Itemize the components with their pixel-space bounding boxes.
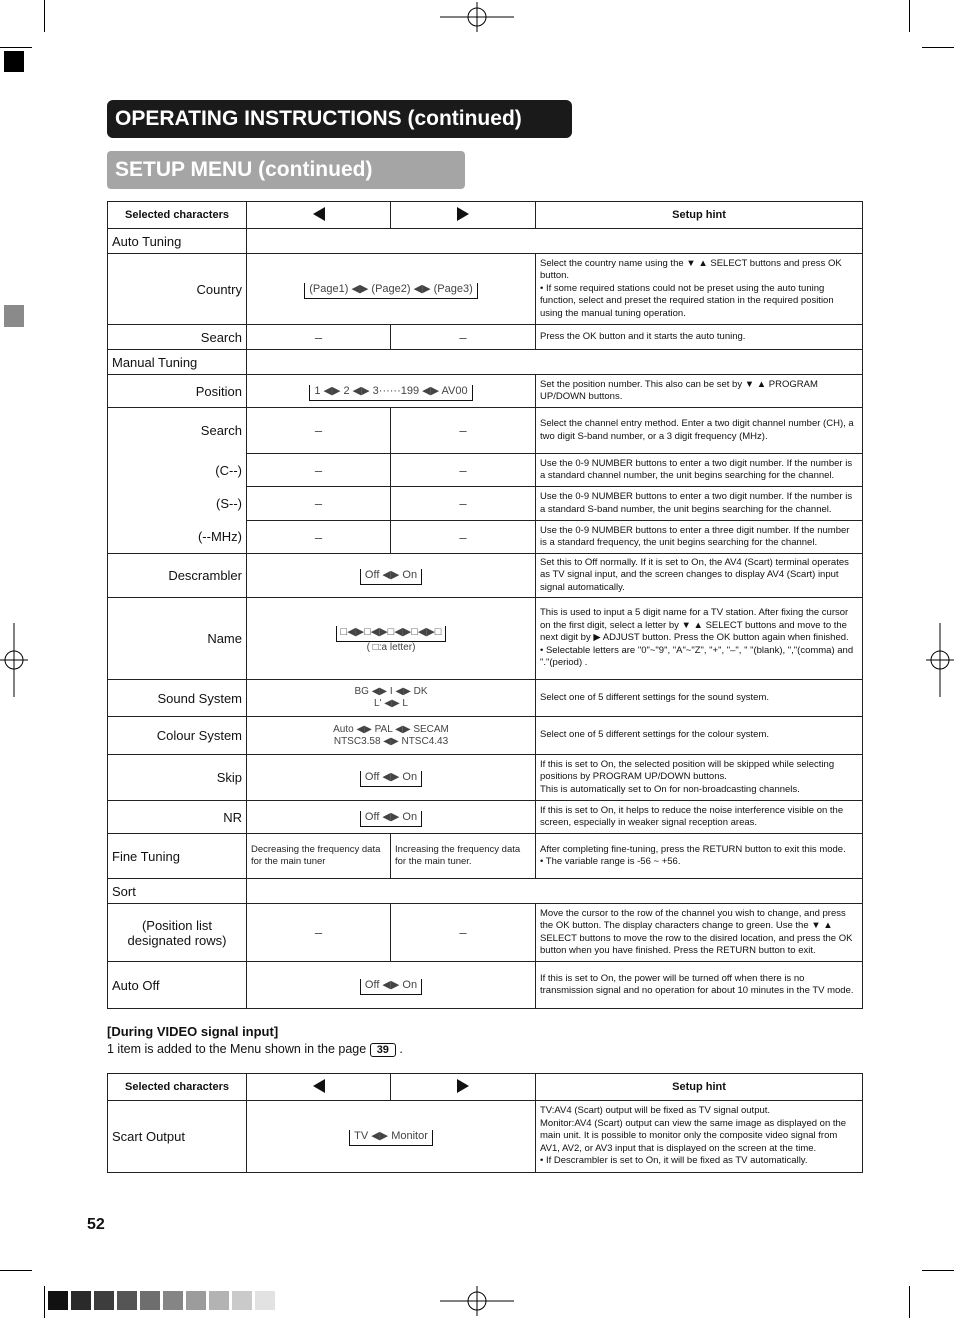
row-country-label: Country: [108, 254, 247, 325]
nr-options: Off ◀▶ On: [360, 811, 422, 827]
col-selected-2: Selected characters: [108, 1074, 247, 1101]
mhz-right: –: [391, 521, 536, 554]
row-fine-label: Fine Tuning: [108, 834, 247, 879]
row-c-label: (C--): [108, 454, 247, 487]
search-hint: Press the OK button and it starts the auto tuning.: [536, 325, 863, 350]
poslist-left: –: [247, 904, 391, 962]
col-hint: Setup hint: [536, 202, 863, 229]
color-swatch: [71, 1291, 91, 1310]
row-mhz-label: (--MHz): [108, 521, 247, 554]
autooff-options: Off ◀▶ On: [360, 979, 422, 995]
sound-hint: Select one of 5 different settings for the sound system.: [536, 680, 863, 717]
search2-right: –: [391, 408, 536, 454]
color-swatch: [163, 1291, 183, 1310]
descrambler-hint: Set this to Off normally. If it is set to On, the AV4 (Scart) terminal operates as TV signal input, and the screen changes to display AV4 (Scart) input signal automatically.: [536, 554, 863, 598]
country-hint: Select the country name using the ▼ ▲ SELECT buttons and press OK button. • If some required stations could not be preset using the auto tuning function, select and preset the required station in the required position using the manual tuning operation.: [536, 254, 863, 325]
sound-options-1: BG ◀▶ I ◀▶ DK: [354, 686, 428, 697]
right-arrow-icon: [457, 207, 469, 221]
page-ref-39[interactable]: 39: [370, 1043, 396, 1057]
video-heading: [During VIDEO signal input]: [107, 1024, 279, 1039]
color-swatch: [48, 1291, 68, 1310]
s-hint: Use the 0-9 NUMBER buttons to enter a two digit number. If the number is a standard S-band number, the unit begins searching for the channel.: [536, 487, 863, 521]
colour-options-1: Auto ◀▶ PAL ◀▶ SECAM: [333, 723, 449, 735]
crop-mark: [0, 1270, 32, 1271]
fine-right: Increasing the frequency data for the main tuner.: [391, 834, 536, 879]
search-right: –: [391, 325, 536, 350]
group-auto-tuning: Auto Tuning: [108, 229, 247, 254]
row-nr-label: NR: [108, 801, 247, 834]
crop-mark: [922, 1270, 954, 1271]
row-poslist-label: (Position list designated rows): [108, 904, 247, 962]
row-search-label: Search: [108, 325, 247, 350]
col-hint-2: Setup hint: [536, 1074, 863, 1101]
fine-hint: After completing fine-tuning, press the RETURN button to exit this mode. • The variable range is -56 ~ +56.: [536, 834, 863, 879]
section-title: OPERATING INSTRUCTIONS (continued): [107, 100, 572, 138]
col-right-2: [391, 1074, 536, 1101]
mhz-left: –: [247, 521, 391, 554]
left-arrow-icon: [313, 207, 325, 221]
fine-left: Decreasing the frequency data for the main tuner: [247, 834, 391, 879]
crop-mark: [44, 0, 45, 32]
col-left-2: [247, 1074, 391, 1101]
skip-options: Off ◀▶ On: [360, 771, 422, 787]
side-tab-black: [4, 51, 24, 72]
search2-left: –: [247, 408, 391, 454]
c-hint: Use the 0-9 NUMBER buttons to enter a two digit number. If the number is a standard channel number, the unit begins searching for the channel.: [536, 454, 863, 487]
row-search2-label: Search: [108, 408, 247, 454]
name-note: ( □:a letter): [366, 642, 416, 653]
search-left: –: [247, 325, 391, 350]
video-line-text: 1 item is added to the Menu shown in the page: [107, 1042, 367, 1056]
registration-mark-left: [0, 623, 28, 697]
row-name-label: Name: [108, 598, 247, 680]
row-sound-label: Sound System: [108, 680, 247, 717]
crop-mark: [44, 1286, 45, 1318]
registration-mark-top: [440, 2, 514, 32]
color-swatch: [140, 1291, 160, 1310]
scart-hint: TV:AV4 (Scart) output will be fixed as TV signal output. Monitor:AV4 (Scart) output can view the same image as displayed on the main unit. It is possible to monitor only the composite video signal from AV1, AV2, or AV3 input that is displayed on the screen at the time. • If Descrambler is set to On, it will be fixed as TV automatically.: [536, 1101, 863, 1173]
scart-options: TV ◀▶ Monitor: [349, 1130, 433, 1146]
group-manual-tuning: Manual Tuning: [108, 350, 247, 375]
registration-mark-right: [926, 623, 954, 697]
crop-mark: [0, 47, 32, 48]
c-left: –: [247, 454, 391, 487]
color-swatch: [117, 1291, 137, 1310]
crop-mark: [922, 47, 954, 48]
descrambler-options: Off ◀▶ On: [360, 569, 422, 585]
row-skip-label: Skip: [108, 755, 247, 801]
autooff-hint: If this is set to On, the power will be turned off when there is no transmission signal and no operation for about 10 minutes in the TV mode.: [536, 962, 863, 1009]
position-hint: Set the position number. This also can be set by ▼ ▲ PROGRAM UP/DOWN buttons.: [536, 375, 863, 408]
left-arrow-icon: [313, 1079, 325, 1093]
sound-options-2: L' ◀▶ L: [374, 698, 408, 709]
scart-table: [107, 1073, 863, 1173]
colour-options-2: NTSC3.58 ◀▶ NTSC4.43: [333, 735, 449, 747]
color-swatch: [232, 1291, 252, 1310]
row-s-label: (S--): [108, 487, 247, 521]
row-position-label: Position: [108, 375, 247, 408]
c-right: –: [391, 454, 536, 487]
s-left: –: [247, 487, 391, 521]
color-swatch: [94, 1291, 114, 1310]
mhz-hint: Use the 0-9 NUMBER buttons to enter a three digit number. If the number is a standard frequency, the unit begins searching for the channel.: [536, 521, 863, 554]
search2-hint: Select the channel entry method. Enter a two digit channel number (CH), a two digit S-band number, or a 3 digit frequency (MHz).: [536, 408, 863, 454]
section-subtitle: SETUP MENU (continued): [107, 151, 465, 189]
row-scart-label: Scart Output: [108, 1101, 247, 1173]
col-right: [391, 202, 536, 229]
color-swatch: [255, 1291, 275, 1310]
video-line-dot: .: [399, 1042, 403, 1056]
group-sort: Sort: [108, 879, 247, 904]
video-line: [107, 1042, 403, 1057]
setup-menu-table: [107, 201, 863, 1009]
right-arrow-icon: [457, 1079, 469, 1093]
name-hint: This is used to input a 5 digit name for a TV station. After fixing the cursor on the first digit, select a letter by ▼ ▲ SELECT buttons and move to the next digit by ▶ ADJUST button. Press the OK button again when finished. • Selectable letters are "0"~"9", "A"~"Z", "+", "–", " "(blank), ","(comma) and "."(period) .: [536, 598, 863, 680]
skip-hint: If this is set to On, the selected position will be skipped while selecting positions by PROGRAM UP/DOWN buttons. This is automatically set to On for non-broadcasting channels.: [536, 755, 863, 801]
poslist-right: –: [391, 904, 536, 962]
colour-hint: Select one of 5 different settings for the colour system.: [536, 717, 863, 755]
page-number: 52: [87, 1216, 105, 1233]
crop-mark: [909, 0, 910, 32]
position-options: 1 ◀▶ 2 ◀▶ 3······199 ◀▶ AV00: [309, 385, 472, 401]
nr-hint: If this is set to On, it helps to reduce the noise interference visible on the screen, especially in weaker signal reception areas.: [536, 801, 863, 834]
crop-mark: [909, 1286, 910, 1318]
country-options: (Page1) ◀▶ (Page2) ◀▶ (Page3): [304, 283, 477, 299]
s-right: –: [391, 487, 536, 521]
row-descrambler-label: Descrambler: [108, 554, 247, 598]
name-options: □◀▶□◀▶□◀▶□◀▶□: [336, 626, 447, 642]
poslist-hint: Move the cursor to the row of the channel you wish to change, and press the OK button. The display characters change to green. Use the ▼ ▲ SELECT buttons to move the row to the disired location, and press the OK button when you have finished. Press the RETURN button to exit.: [536, 904, 863, 962]
color-swatch: [209, 1291, 229, 1310]
color-swatch: [186, 1291, 206, 1310]
row-autooff-label: Auto Off: [108, 962, 247, 1009]
row-colour-label: Colour System: [108, 717, 247, 755]
col-selected: Selected characters: [108, 202, 247, 229]
col-left: [247, 202, 391, 229]
registration-mark-bottom: [440, 1286, 514, 1316]
side-tab-gray: [4, 305, 24, 327]
